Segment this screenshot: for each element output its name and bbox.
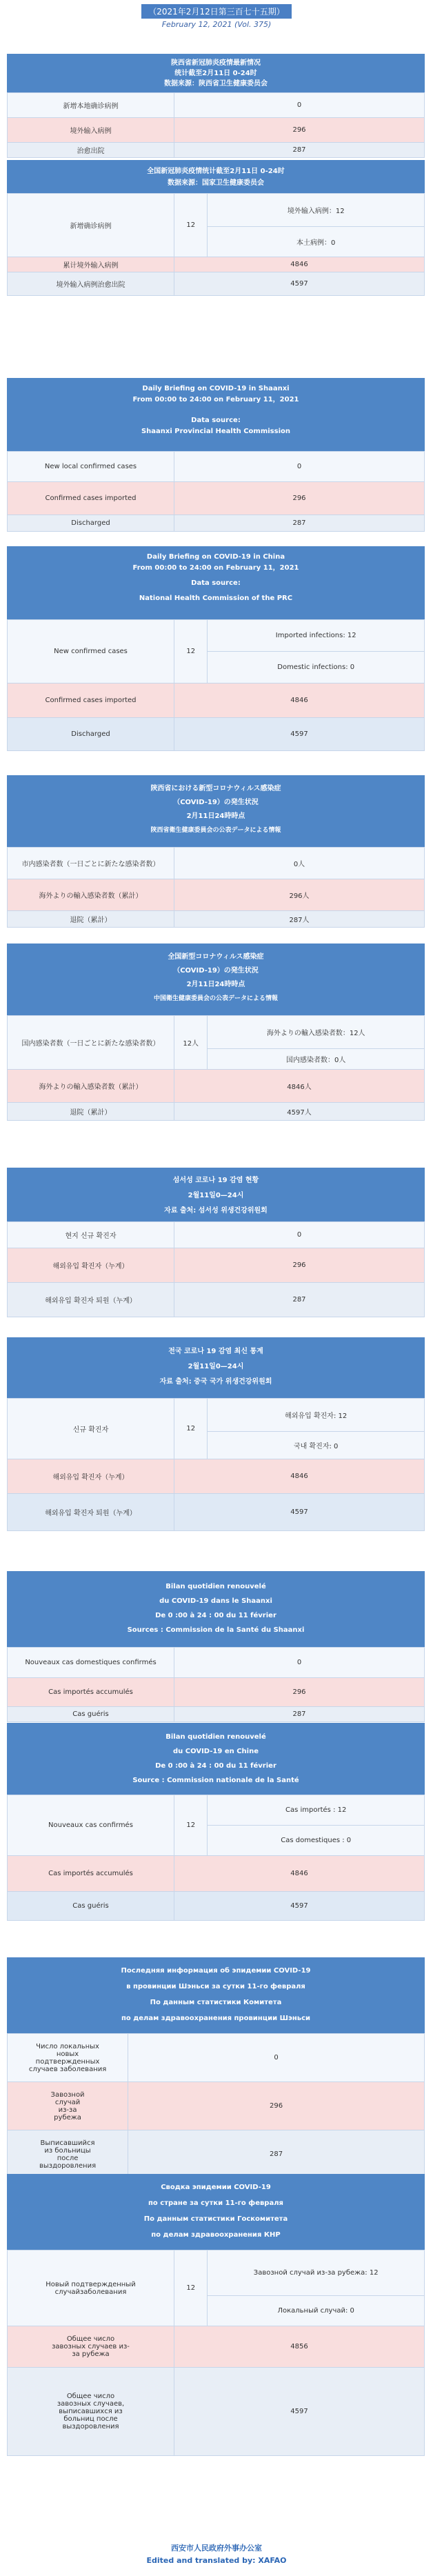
subtitle: du COVID-19 dans le Shaanxi	[159, 1597, 272, 1605]
table-row	[8, 879, 425, 911]
table-row	[8, 911, 425, 928]
table-row	[8, 2082, 425, 2130]
issue-date-en: February 12, 2021 (Vol. 375)	[161, 20, 272, 29]
table-row	[8, 194, 425, 227]
row-value: 4597	[174, 1892, 425, 1921]
source: 자료 출처: 섬서성 위생건강위원회	[164, 1207, 268, 1215]
imported-cases: Завозной случай из-за рубежа: 12	[208, 2250, 425, 2296]
row-label: 海外よりの輸入感染者数（累計）	[8, 1070, 174, 1103]
time: 2월11일0—24시	[188, 1363, 244, 1370]
subtitle: （COVID-19）の発生状況	[173, 967, 259, 975]
row-value: 0	[128, 2034, 425, 2082]
subtitle: From 00:00 to 24:00 on February 11，2021	[132, 564, 299, 572]
row-value: 296	[174, 1678, 425, 1707]
new-cases-total: 12人	[174, 1016, 208, 1070]
cn-local-card	[7, 54, 425, 158]
title: Bilan quotidien renouvelé	[165, 1733, 266, 1741]
source: 数据来源：陕西省卫生健康委员会	[164, 80, 268, 88]
title: Daily Briefing on COVID-19 in China	[146, 553, 285, 561]
table-row	[8, 143, 425, 158]
row-label: Завозной случай из-за рубежа	[8, 2082, 128, 2130]
row-value: 296	[174, 118, 425, 143]
new-cases-label: 国内感染者数（一日ごとに新たな感染者数）	[8, 1016, 174, 1070]
row-value: 287	[174, 1707, 425, 1722]
title: Последняя информация об эпидемии COVID-19	[121, 1967, 311, 1975]
table-row	[8, 118, 425, 143]
domestic-cases: Локальный случай: 0	[208, 2296, 425, 2326]
table-row	[8, 515, 425, 532]
imported-cases: 境外输入病例：12	[208, 194, 425, 227]
table-row	[8, 1459, 425, 1494]
imported-cases: Imported infections: 12	[208, 620, 425, 652]
domestic-cases: Cas domestiques : 0	[208, 1826, 425, 1856]
row-label: Cas guéris	[8, 1892, 174, 1921]
row-label: 市内感染者数（一日ごとに新たな感染者数）	[8, 848, 174, 879]
source: 数据来源：国家卫生健康委员会	[168, 179, 264, 187]
new-cases-total: 12	[174, 1795, 208, 1856]
time: 2월11일0—24시	[188, 1192, 244, 1199]
ru-national-card	[7, 2174, 425, 2456]
row-value: 4846	[174, 1856, 425, 1892]
ja-national-card	[7, 943, 425, 1121]
source: 陝西省衛生健康委員会の公表データによる情報	[150, 827, 281, 834]
source: по делам здравоохранения КНР	[151, 2231, 281, 2239]
row-value: 0	[174, 452, 425, 482]
row-value: 4846	[174, 257, 425, 272]
domestic-cases: 本土病例：0	[208, 227, 425, 257]
ko-local-header	[7, 1168, 425, 1221]
row-value: 4846	[174, 1459, 425, 1494]
source-label: По данным статистики Госкомитета	[143, 2215, 288, 2223]
new-cases-total: 12	[174, 620, 208, 683]
table-row	[8, 1103, 425, 1121]
new-cases-total: 12	[174, 1399, 208, 1459]
time: De 0 :00 à 24 : 00 du 11 février	[155, 1762, 276, 1770]
title: Daily Briefing on COVID-19 in Shaanxi	[142, 385, 290, 392]
footer-office: 西安市人民政府外事办公室	[171, 2544, 262, 2553]
row-value: 4597	[174, 718, 425, 751]
ru-local-card	[7, 1957, 425, 2179]
source: по делам здравоохранения провинции Шэньси	[121, 2015, 311, 2022]
row-value: 287人	[174, 911, 425, 928]
row-label: 해외유입 확진자（누계）	[8, 1248, 174, 1283]
subtitle: du COVID-19 en Chine	[173, 1748, 259, 1755]
table-row	[8, 1648, 425, 1678]
fr-local-header	[7, 1571, 425, 1647]
row-value: 296	[128, 2082, 425, 2130]
subtitle: в провинции Шэньси за сутки 11-го февраля	[126, 1983, 305, 1990]
title: Сводка эпидемии COVID-19	[161, 2184, 271, 2191]
title: 全国新型コロナウィルス感染症	[168, 953, 264, 961]
row-value: 287	[128, 2130, 425, 2179]
cn-local-header	[7, 54, 425, 92]
row-label: Confirmed cases imported	[8, 482, 174, 515]
ko-national-card	[7, 1337, 425, 1531]
new-cases-label: 신규 확진자	[8, 1399, 174, 1459]
table-row	[8, 1892, 425, 1921]
footer	[0, 2542, 433, 2565]
row-label: Число локальных новых подтвержденных случаев заболевания	[8, 2034, 128, 2082]
title: 陕西省新冠肺炎疫情最新情况	[171, 59, 261, 67]
subtitle: From 00:00 to 24:00 on February 11，2021	[132, 396, 299, 403]
source: Source : Commission nationale de la Santé	[132, 1777, 299, 1784]
table-row	[8, 93, 425, 118]
row-label: Общее число завозных случаев, выписавшихся из больниц после выздоровления	[8, 2368, 174, 2456]
cn-national-card	[7, 160, 425, 296]
title: 全国新冠肺炎疫情统计截至2月11日 0-24时	[147, 168, 285, 175]
source-label: По данным статистики Комитета	[150, 1999, 282, 2006]
row-value: 4597人	[174, 1103, 425, 1121]
row-label: Discharged	[8, 515, 174, 532]
row-value: 4597	[174, 2368, 425, 2456]
row-value: 4597	[174, 1494, 425, 1531]
row-label: 현지 신규 확진자	[8, 1222, 174, 1248]
source: 자료 출처: 중국 국가 위생건강위원회	[159, 1378, 272, 1386]
ja-local-card	[7, 775, 425, 928]
en-national-card	[7, 546, 425, 751]
fr-local-card	[7, 1571, 425, 1722]
domestic-cases: 국내 확진자: 0	[208, 1432, 425, 1459]
row-label: 治愈出院	[8, 143, 174, 158]
source-label: Data source:	[191, 417, 241, 424]
title: 陝西省における新型コロナウィルス感染症	[150, 785, 281, 792]
table-row	[8, 1070, 425, 1103]
imported-cases: 海外よりの輸入感染者数：12人	[208, 1016, 425, 1049]
row-value: 4846	[174, 683, 425, 718]
ko-national-header	[7, 1337, 425, 1398]
subtitle: （COVID-19）の発生状況	[173, 799, 259, 806]
row-value: 296	[174, 482, 425, 515]
table-row	[8, 452, 425, 482]
row-value: 4856	[174, 2326, 425, 2368]
title: 섬서성 코로나 19 감염 현황	[172, 1177, 259, 1184]
subtitle: по стране за сутки 11-го февраля	[148, 2199, 283, 2207]
table-row	[8, 718, 425, 751]
row-value: 0	[174, 93, 425, 118]
table-row	[8, 1678, 425, 1707]
table-row	[8, 2130, 425, 2179]
ja-local-header	[7, 775, 425, 847]
row-label: 境外输入病例治愈出院	[8, 272, 174, 296]
table-row	[8, 1248, 425, 1283]
page-header	[0, 0, 433, 29]
table-row	[8, 683, 425, 718]
new-cases-label: 新增确诊病例	[8, 194, 174, 257]
row-label: Cas guéris	[8, 1707, 174, 1722]
source-label: Data source:	[191, 579, 241, 587]
row-label: New local confirmed cases	[8, 452, 174, 482]
en-local-header	[7, 378, 425, 451]
footer-credit: Edited and translated by: XAFAO	[146, 2556, 287, 2565]
imported-cases: Cas importés : 12	[208, 1795, 425, 1826]
row-value: 0	[174, 1648, 425, 1678]
row-label: Cas importés accumulés	[8, 1856, 174, 1892]
time: 2月11日24時時点	[186, 812, 245, 820]
domestic-cases: 国内感染者数：0人	[208, 1049, 425, 1070]
table-row	[8, 1856, 425, 1892]
row-value: 0人	[174, 848, 425, 879]
new-cases-total: 12	[174, 194, 208, 257]
row-label: 해외유입 확진자 퇴원（누계）	[8, 1494, 174, 1531]
table-row	[8, 1494, 425, 1531]
new-cases-label: Новый подтвержденный случайзаболевания	[8, 2250, 174, 2326]
table-row	[8, 2250, 425, 2296]
table-row	[8, 2368, 425, 2456]
new-cases-total: 12	[174, 2250, 208, 2326]
row-label: Nouveaux cas domestiques confirmés	[8, 1648, 174, 1678]
new-cases-label: New confirmed cases	[8, 620, 174, 683]
table-row	[8, 1399, 425, 1432]
row-value: 4846人	[174, 1070, 425, 1103]
ko-local-card	[7, 1168, 425, 1317]
row-label: 退院（累計）	[8, 1103, 174, 1121]
time: 2月11日24時時点	[186, 981, 245, 988]
table-row	[8, 2034, 425, 2082]
table-row	[8, 1222, 425, 1248]
row-label: Выписавшийся из больницы после выздоровления	[8, 2130, 128, 2179]
table-row	[8, 482, 425, 515]
row-value: 4597	[174, 272, 425, 296]
row-value: 296人	[174, 879, 425, 911]
source: Shaanxi Provincial Health Commission	[141, 428, 290, 435]
source: Sources : Commission de la Santé du Shaanxi	[127, 1626, 305, 1634]
table-row	[8, 272, 425, 296]
en-local-card	[7, 378, 425, 532]
row-value: 287	[174, 143, 425, 158]
cn-national-header	[7, 160, 425, 193]
title: 전국 코로나 19 감염 최신 통계	[168, 1348, 263, 1355]
en-national-header	[7, 546, 425, 619]
table-row	[8, 848, 425, 879]
row-value: 287	[174, 515, 425, 532]
new-cases-label: Nouveaux cas confirmés	[8, 1795, 174, 1856]
row-value: 296	[174, 1248, 425, 1283]
row-label: Confirmed cases imported	[8, 683, 174, 718]
table-row	[8, 1795, 425, 1826]
fr-national-card	[7, 1723, 425, 1921]
row-label: Общее число завозных случаев из-за рубежа	[8, 2326, 174, 2368]
table-row	[8, 1283, 425, 1317]
row-label: 海外よりの輸入感染者数（累計）	[8, 879, 174, 911]
ru-national-header	[7, 2174, 425, 2250]
row-value: 0	[174, 1222, 425, 1248]
row-label: 退院（累計）	[8, 911, 174, 928]
row-label: 境外输入病例	[8, 118, 174, 143]
table-row	[8, 2326, 425, 2368]
title: Bilan quotidien renouvelé	[165, 1583, 266, 1590]
row-label: Cas importés accumulés	[8, 1678, 174, 1707]
row-label: 累计境外输入病例	[8, 257, 174, 272]
time: De 0 :00 à 24 : 00 du 11 février	[155, 1612, 276, 1619]
row-label: Discharged	[8, 718, 174, 751]
ru-local-header	[7, 1957, 425, 2033]
table-row	[8, 620, 425, 652]
fr-national-header	[7, 1723, 425, 1795]
ja-national-header	[7, 943, 425, 1015]
source: 中国衛生健康委員会の公表データによる情報	[153, 995, 278, 1002]
source: National Health Commission of the PRC	[139, 595, 293, 602]
imported-cases: 해외유입 확진자: 12	[208, 1399, 425, 1432]
row-value: 287	[174, 1283, 425, 1317]
row-label: 해외유입 확진자 퇴원（누계）	[8, 1283, 174, 1317]
issue-date-cn: （2021年2月12日第三百七十五期）	[141, 4, 291, 19]
table-row	[8, 257, 425, 272]
row-label: 해외유입 확진자（누계）	[8, 1459, 174, 1494]
subtitle: 统计截至2月11日 0-24时	[174, 70, 257, 77]
table-row	[8, 1016, 425, 1049]
table-row	[8, 1707, 425, 1722]
domestic-cases: Domestic infections: 0	[208, 652, 425, 683]
row-label: 新增本地确诊病例	[8, 93, 174, 118]
